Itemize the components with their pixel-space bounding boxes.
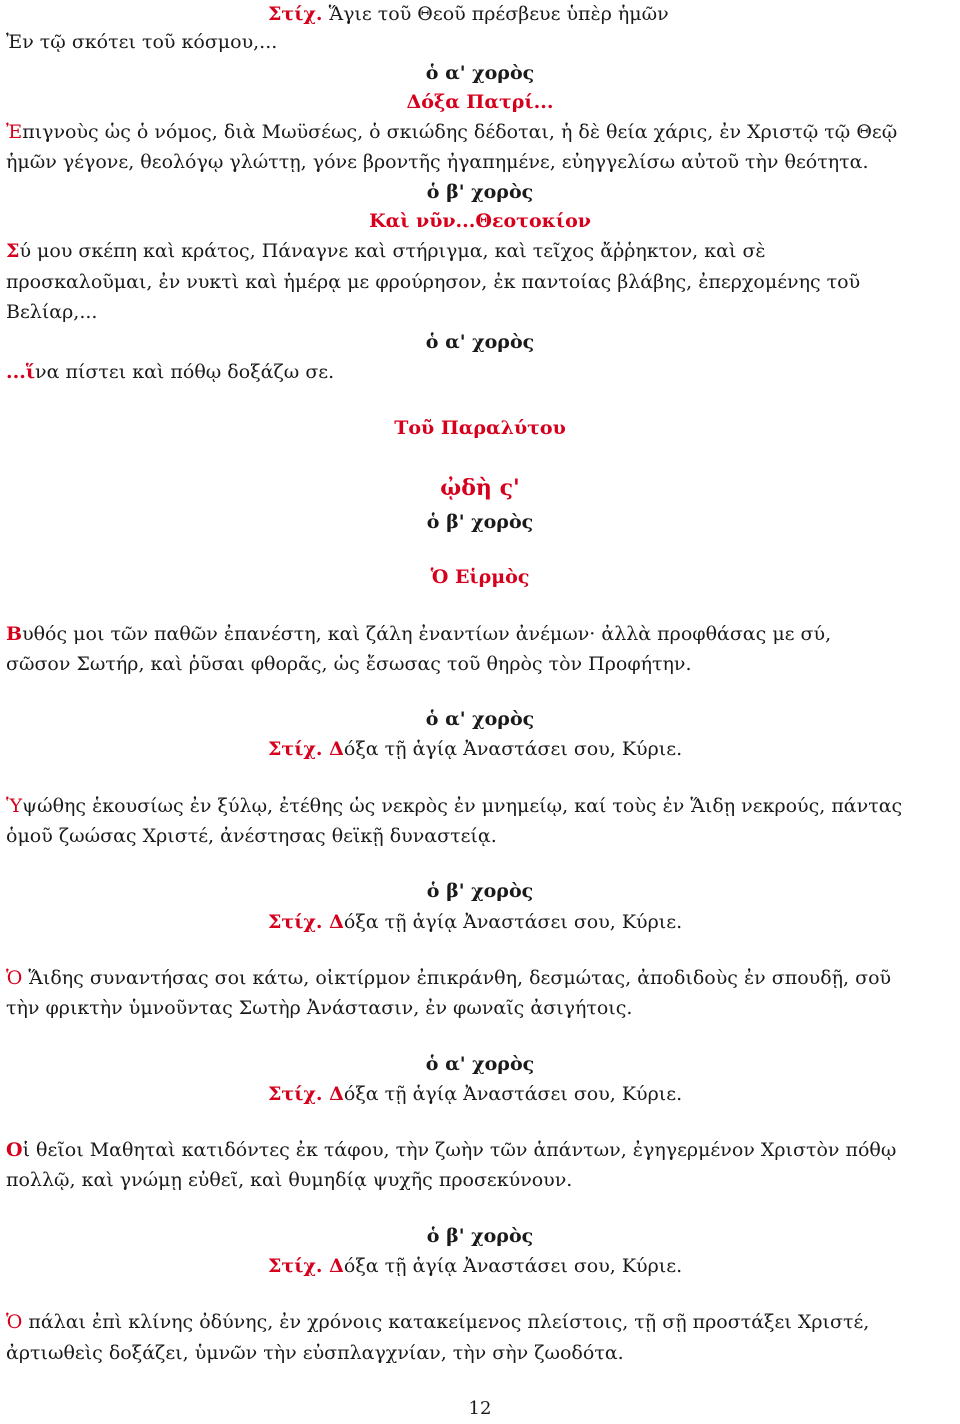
- choir-label: ὁ β' χορὸς: [426, 880, 534, 902]
- hymn-line: σῶσον Σωτήρ, καὶ ῥῦσαι φθορᾶς, ὡς ἔσωσας τοῦ θηρὸς τὸν Προφήτην.: [6, 653, 692, 675]
- text-line: Ἐν τῷ σκότει τοῦ κόσμου,...: [6, 31, 278, 53]
- initial-letter: Ἐ: [6, 121, 23, 143]
- initial-letter: Ὁ: [6, 967, 23, 989]
- verse-label: Στίχ.: [268, 738, 323, 760]
- verse-line: [268, 0, 954, 28]
- verse-label: Στίχ.: [268, 3, 323, 25]
- section-heading: Δόξα Πατρί...: [406, 91, 554, 113]
- verse-line: Στίχ. Δόξα τῇ ἁγίᾳ Ἀναστάσει σου, Κύριε.: [268, 1083, 683, 1105]
- verse-label: Στίχ.: [268, 1083, 323, 1105]
- initial-letter: Ὁ: [6, 1311, 23, 1333]
- choir-label: ὁ α' χορὸς: [425, 62, 535, 84]
- hymn-line: Βελίαρ,...: [6, 301, 98, 323]
- hymn-line: Βυθός μοι τῶν παθῶν ἐπανέστη, καὶ ζάλη ἐναντίων ἀνέμων· ἀλλὰ προφθάσας με σύ,: [6, 623, 832, 645]
- hymn-line: προσκαλοῦμαι, ἐν νυκτὶ καὶ ἡμέρᾳ με φρούρησον, ἐκ παντοίας βλάβης, ἐπερχομένης τοῦ: [6, 271, 861, 293]
- initial-letter: Β: [6, 623, 23, 645]
- choir-label: ὁ α' χορὸς: [425, 708, 535, 730]
- choir-label: ὁ α' χορὸς: [425, 1053, 535, 1075]
- initial-letter: Σ: [6, 240, 20, 262]
- hymn-line: Ὁ Ἅιδης συναντήσας σοι κάτω, οἰκτίρμον ἐπικράνθη, δεσμώτας, ἀποδιδοὺς ἐν σπουδῇ, σοῦ: [6, 967, 892, 989]
- verse-line: Στίχ. Δόξα τῇ ἁγίᾳ Ἀναστάσει σου, Κύριε.: [268, 1255, 683, 1277]
- section-heading: Καὶ νῦν...Θεοτοκίον: [369, 210, 591, 232]
- hymn-line: ...ἵνα πίστει καὶ πόθῳ δοξάζω σε.: [6, 361, 335, 383]
- verse-label: Στίχ.: [268, 1255, 323, 1277]
- choir-label: ὁ β' χορὸς: [426, 511, 534, 533]
- page-number: 12: [468, 1398, 492, 1419]
- hymn-line: Ὑψώθης ἑκουσίως ἐν ξύλῳ, ἐτέθης ὡς νεκρὸς ἐν μνημείῳ, καί τοὺς ἐν Ἅιδῃ νεκρούς, πάντας: [6, 795, 903, 817]
- hymn-line: τὴν φρικτὴν ὑμνοῦντας Σωτὴρ Ἀνάστασιν, ἐν φωναῖς ἀσιγήτοις.: [6, 997, 633, 1019]
- hymn-line: Σύ μου σκέπη καὶ κράτος, Πάναγνε καὶ στήριγμα, καὶ τεῖχος ἄῤῥηκτον, καὶ σὲ: [6, 240, 766, 262]
- choir-label: ὁ β' χορὸς: [426, 1225, 534, 1247]
- service-title: Τοῦ Παραλύτου: [394, 417, 566, 439]
- hymn-line: Οἱ θεῖοι Μαθηταὶ κατιδόντες ἐκ τάφου, τὴν ζωὴν τῶν ἁπάντων, ἐγηγερμένον Χριστὸν πόθῳ: [6, 1139, 897, 1161]
- heirmos-heading: Ὁ Εἱρμὸς: [430, 566, 530, 588]
- verse-text: Ἅγιε τοῦ Θεοῦ πρέσβευε ὑπὲρ ἡμῶν: [322, 3, 669, 25]
- hymn-line: πολλῷ, καὶ γνώμῃ εὐθεῖ, καὶ θυμηδίᾳ ψυχῆς προσεκύνουν.: [6, 1169, 573, 1191]
- verse-label: Στίχ.: [268, 911, 323, 933]
- verse-line: Στίχ. Δόξα τῇ ἁγίᾳ Ἀναστάσει σου, Κύριε.: [268, 911, 683, 933]
- initial-letter: Ὑ: [6, 795, 23, 817]
- ode-title: ᾠδὴ ς': [440, 475, 520, 501]
- initial-letter: ...ἵ: [6, 361, 36, 383]
- hymn-line: Ὁ πάλαι ἐπὶ κλίνης ὀδύνης, ἐν χρόνοις κατακείμενος πλείστοις, τῇ σῇ προστάξει Χριστέ,: [6, 1311, 870, 1333]
- initial-letter: Ο: [6, 1139, 23, 1161]
- verse-line: Στίχ. Δόξα τῇ ἁγίᾳ Ἀναστάσει σου, Κύριε.: [268, 738, 683, 760]
- choir-label: ὁ β' χορὸς: [426, 181, 534, 203]
- hymn-line: ὁμοῦ ζωώσας Χριστέ, ἀνέστησας θεϊκῇ δυναστείᾳ.: [6, 825, 497, 847]
- choir-label: ὁ α' χορὸς: [425, 331, 535, 353]
- hymn-line: ἀρτιωθεὶς δοξάζει, ὑμνῶν τὴν εὐσπλαγχνίαν, τὴν σὴν ζωοδότα.: [6, 1342, 624, 1364]
- hymn-line: ἡμῶν γέγονε, θεολόγῳ γλώττῃ, γόνε βροντῆς ἠγαπημένε, εὐηγγελίσω αὐτοῦ τὴν θεότητα.: [6, 151, 869, 173]
- hymn-line: Ἐπιγνοὺς ὡς ὁ νόμος, διὰ Μωϋσέως, ὁ σκιώδης δέδοται, ἡ δὲ θεία χάρις, ἐν Χριστῷ τῷ Θεῷ: [6, 121, 898, 143]
